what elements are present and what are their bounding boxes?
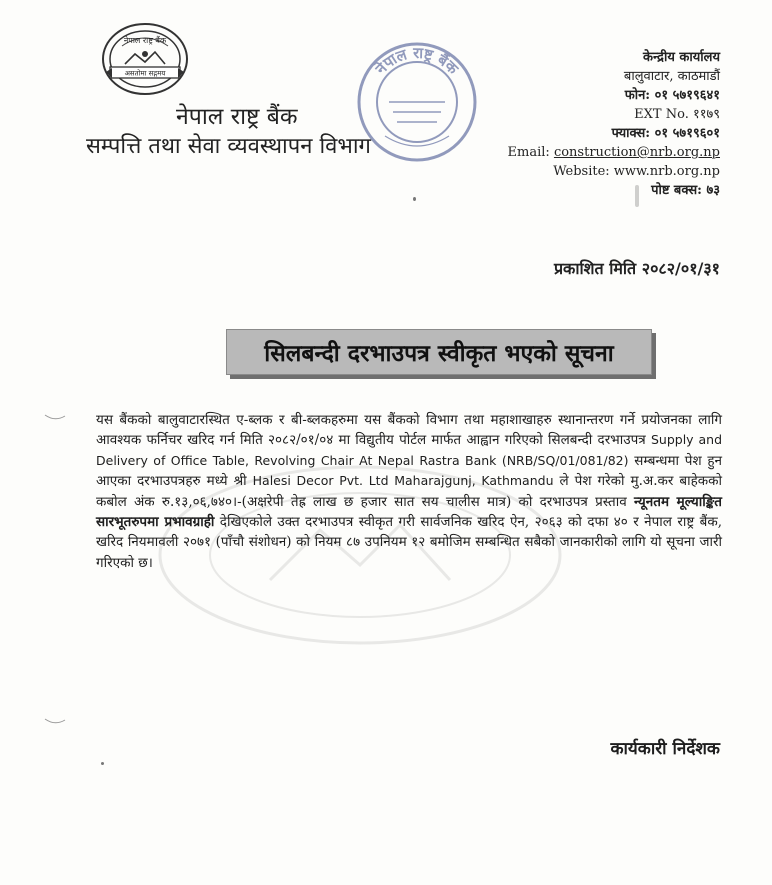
body-text-3: ले पेश गरेको मु.अ.कर बाहेकको कबोल अंक रु.१३,०६,७४०।-(अक्षरेपी तेह्र लाख छ हजार सात सय चालीस मात्र) को दरभाउपत्र प्रस्ताव xyxy=(96,473,722,510)
evaluation-result: न्यूनतम मूल्याङ्कित सारभूतरुपमा प्रभावग्राही xyxy=(96,493,722,531)
phone-number: फोन: ०१ ५७१९६४१ xyxy=(624,88,720,103)
scan-speck xyxy=(635,185,639,207)
body-text-4: देखिएकोले उक्त दरभाउपत्र स्वीकृत गरी सार्वजनिक खरिद ऐन, २०६३ को दफा ४० र नेपाल राष्ट्र बैंक, खरिद नियमावली २०७१ (पाँचौ संशोधन) को नियम ८७ उपनियम १२ बमोजिम सम्बन्धित सबैको जानकारीको लागि यो सूचना जारी गरिएको छ। xyxy=(96,514,723,571)
contact-block xyxy=(440,48,720,200)
bidder-name: Halesi Decor Pvt. Ltd Maharajgunj, Kathmandu xyxy=(252,473,554,489)
body-text-2: सम्बन्धमा पेश हुन आएका दरभाउपत्रहरु मध्ये श्री xyxy=(96,452,723,490)
email-link[interactable]: construction@nrb.org.np xyxy=(553,145,720,160)
notice-body xyxy=(96,410,722,573)
extension-number: EXT No. ११७९ xyxy=(634,107,720,122)
notice-title-box xyxy=(226,329,652,375)
scan-speck xyxy=(413,197,416,201)
website-line[interactable]: Website: www.nrb.org.np xyxy=(553,164,720,179)
email-line xyxy=(440,143,720,162)
margin-mark xyxy=(44,716,66,726)
nrb-emblem-icon xyxy=(100,22,190,96)
central-office-label: केन्द्रीय कार्यालय xyxy=(643,50,720,65)
notice-paragraph xyxy=(96,410,722,573)
signatory-title: कार्यकारी निर्देशक xyxy=(610,739,720,759)
fax-number: फ्याक्स: ०१ ५७१९६०१ xyxy=(611,126,720,141)
department-name: सम्पत्ति तथा सेवा व्यवस्थापन विभाग xyxy=(86,134,371,159)
logo-ring-text: नेपाल राष्ट्र बैंक xyxy=(123,36,167,45)
notice-title: सिलबन्दी दरभाउपत्र स्वीकृत भएको सूचना xyxy=(264,341,614,367)
body-text-1: यस बैंकको बालुवाटारस्थित ए-ब्लक र बी-ब्लकहरुमा यस बैंकको विभाग तथा महाशाखाहरु स्थानान्तरण गर्ने प्रयोजनका लागि आवश्यक फर्निचर खरिद गर्न मिति २०८२/०१/०४ मा विद्युतीय पोर्टल मार्फत आह्वान गरिएको सिलबन्दी दरभाउपत्र xyxy=(96,412,722,449)
organization-name: नेपाल राष्ट्र बैंक xyxy=(176,104,298,130)
address: बालुवाटार, काठमाडौं xyxy=(623,69,720,84)
email-label: Email: xyxy=(507,145,554,160)
scan-speck xyxy=(101,762,104,765)
margin-mark xyxy=(44,412,66,422)
tender-title: Supply and Delivery of Office Table, Revolving Chair At Nepal Rastra Bank (NRB/SQ/01/081/82) xyxy=(96,432,723,468)
published-date: प्रकाशित मिति २०८२/०१/३१ xyxy=(553,259,720,278)
logo-banner-text: असतोमा सद्गमय xyxy=(124,69,166,78)
po-box: पोष्ट बक्स: ७३ xyxy=(651,183,720,198)
stamp-ring-text: नेपाल राष्ट्र बैंक xyxy=(371,43,462,78)
